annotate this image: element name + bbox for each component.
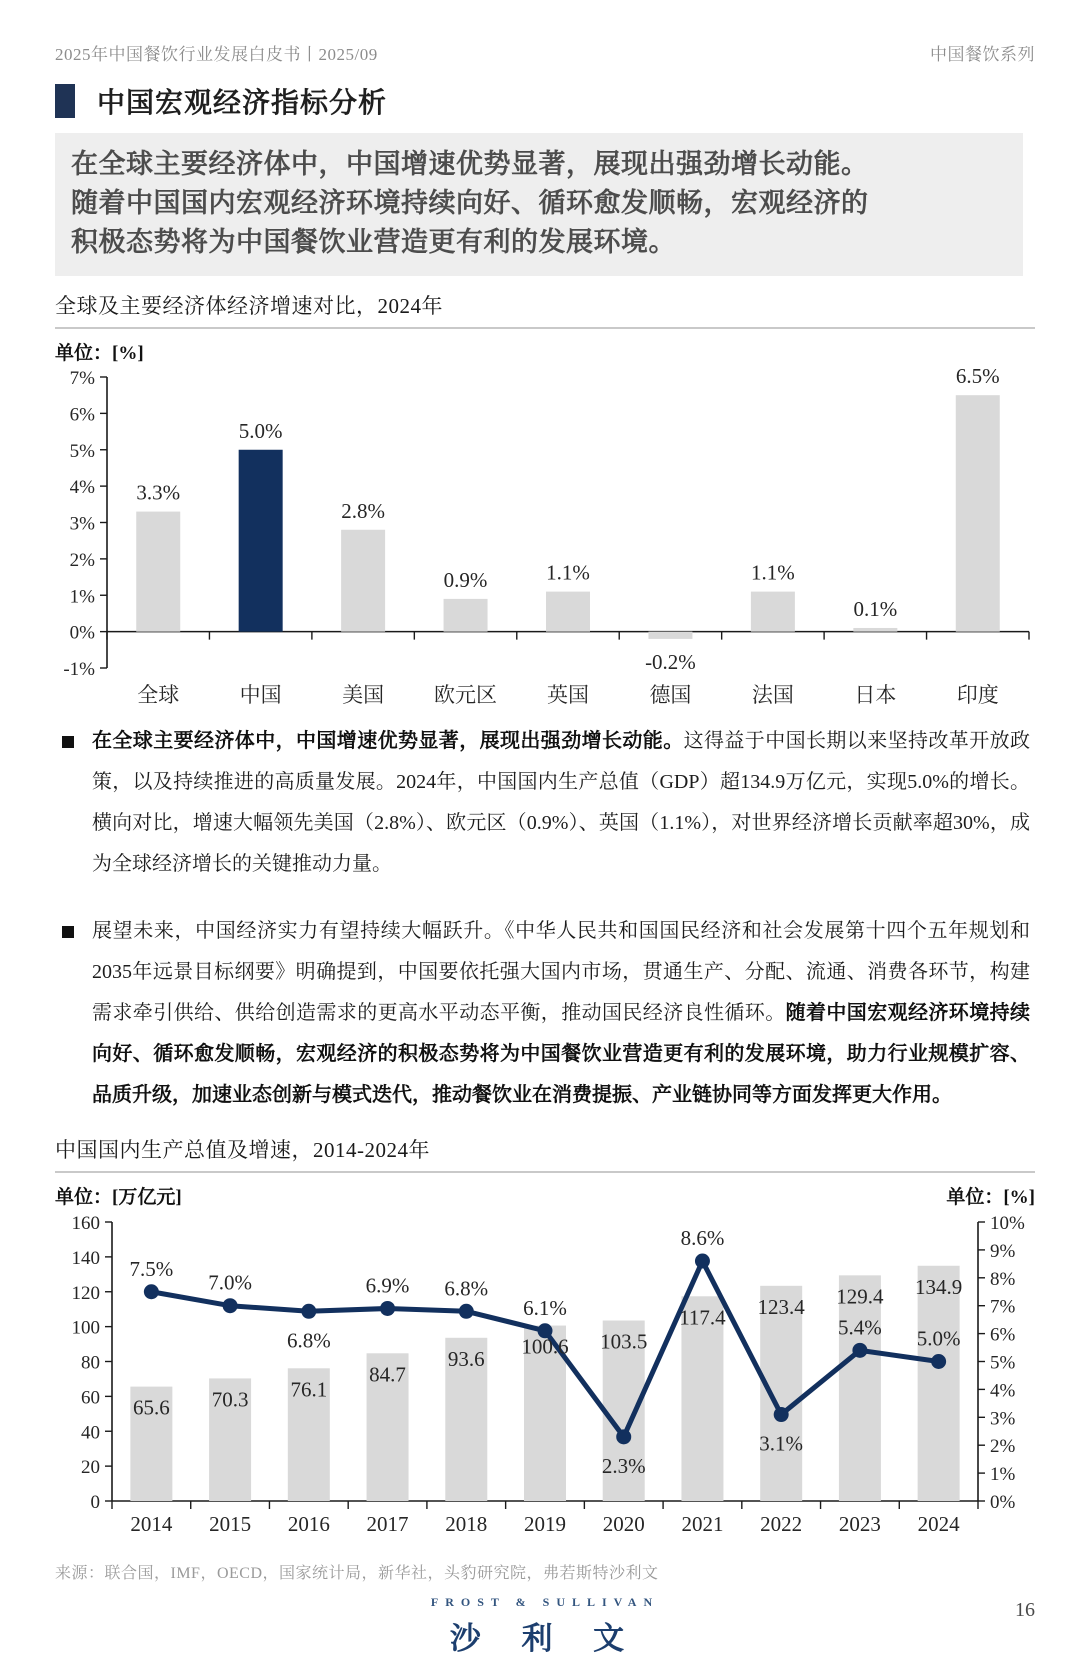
bar-value-label: 117.4 [679, 1305, 726, 1330]
growth-value-label: 6.1% [523, 1295, 567, 1320]
section-title-row [55, 81, 1035, 121]
bar-value-label: 1.1% [546, 560, 590, 585]
bar-value-label: 129.4 [836, 1284, 884, 1309]
right-y-axis-label: 9% [990, 1240, 1016, 1262]
china-gdp-chart-block [55, 1134, 1035, 1546]
header-right-text: 中国餐饮系列 [930, 45, 1035, 64]
bullet-list [55, 721, 1035, 1116]
category-label: 2022 [760, 1512, 803, 1536]
right-y-axis-label: 5% [990, 1352, 1016, 1374]
page-footer [55, 1595, 1035, 1665]
header-left-text: 2025年中国餐饮行业发展白皮书丨2025/09 [55, 45, 378, 64]
line-marker-2015 [223, 1298, 238, 1313]
bar-value-label: 3.3% [136, 480, 181, 505]
y-axis-label: 6% [69, 404, 95, 426]
category-label: 英国 [547, 683, 589, 707]
bar-value-label: 93.6 [447, 1346, 485, 1371]
bar-value-label: 134.9 [915, 1274, 963, 1299]
growth-value-label: 5.4% [838, 1315, 882, 1340]
left-y-axis-label: 160 [71, 1213, 100, 1234]
left-y-axis-label: 20 [81, 1457, 100, 1479]
page-header [55, 40, 1035, 65]
left-y-axis-label: 120 [71, 1282, 100, 1304]
logo-chinese-text: 沙 利 文 [449, 1621, 641, 1656]
growth-value-label: 5.0% [916, 1326, 961, 1351]
right-y-axis-label: 1% [990, 1464, 1016, 1486]
y-axis-label: 0% [69, 622, 95, 644]
category-label: 全球 [137, 683, 180, 707]
category-label: 2015 [209, 1512, 252, 1536]
line-marker-2023 [852, 1343, 867, 1358]
bullet-square-icon [62, 926, 74, 938]
chart2-unit-left: 单位：[万亿元] [55, 1187, 182, 1208]
bar-value-label: -0.2% [645, 649, 696, 674]
y-axis-label: 4% [69, 477, 95, 499]
bar-value-label: 65.6 [132, 1395, 170, 1420]
category-label: 2018 [445, 1512, 488, 1536]
category-label: 日本 [854, 683, 897, 707]
bar-value-label: 5.0% [238, 418, 283, 443]
category-label: 法国 [751, 683, 794, 707]
y-axis-label: 7% [69, 368, 95, 389]
y-axis-label: 1% [69, 586, 95, 608]
bar-value-label: 0.1% [853, 596, 898, 621]
highlight-line: 在全球主要经济体中，中国增速优势显著，展现出强劲增长动能。 [71, 149, 869, 179]
chart2-unit-right: 单位：[%] [946, 1187, 1035, 1208]
right-y-axis-label: 2% [990, 1436, 1016, 1458]
growth-value-label: 6.8% [286, 1328, 331, 1353]
left-y-axis-label: 0 [90, 1492, 100, 1513]
y-axis-label: 5% [69, 440, 95, 462]
line-marker-2018 [459, 1304, 474, 1319]
chart2-title: 中国国内生产总值及增速，2014-2024年 [55, 1138, 430, 1162]
growth-value-label: 8.6% [680, 1226, 725, 1251]
growth-value-label: 2.3% [601, 1453, 646, 1478]
category-label: 德国 [649, 683, 692, 707]
bar-value-label: 103.5 [600, 1329, 648, 1354]
frost-sullivan-logo [55, 1595, 1035, 1658]
bullet-square-icon [62, 736, 74, 748]
category-label: 2019 [524, 1512, 566, 1536]
bar-英国 [546, 592, 590, 632]
growth-value-label: 7.5% [129, 1256, 174, 1281]
chart2-unit-row [55, 1182, 1035, 1209]
chart1-title: 全球及主要经济体经济增速对比，2024年 [55, 294, 443, 318]
bullet-body: 展望未来，中国经济实力有望持续大幅跃升。《中华人民共和国国民经济和社会发展第十四个五年规划和2035年远景目标纲要》明确提到，中国要依托强大国内市场，贯通生产、分配、流通、消费各环节，构建需求牵引供给、供给创造需求的更高水平动态平衡，推动国民经济良性循环。 [92, 920, 1030, 1024]
category-label: 2021 [681, 1512, 724, 1536]
bullet-body: 这得益于中国长期以来坚持改革开放政策，以及持续推进的高质量发展。2024年，中国国内生产总值（GDP）超134.9万亿元，实现5.0%的增长。横向对比，增速大幅领先美国（2.8%）、欧元区（0.9%）、英国（1.1%），对世界经济增长贡献率超30%，成为全球经济增长的关键推动力量。 [92, 730, 1031, 875]
bar-法国 [751, 592, 795, 632]
line-marker-2024 [931, 1354, 946, 1369]
growth-value-label: 6.9% [365, 1273, 410, 1298]
bar-日本 [853, 628, 897, 632]
line-marker-2022 [774, 1407, 789, 1422]
category-label: 印度 [956, 683, 999, 707]
right-y-axis-label: 0% [990, 1492, 1016, 1513]
category-label: 2023 [838, 1512, 881, 1536]
category-label: 2020 [602, 1512, 645, 1536]
right-y-axis-label: 8% [990, 1268, 1016, 1290]
bar-value-label: 2.8% [341, 498, 385, 523]
line-marker-2021 [695, 1254, 710, 1269]
category-label: 中国 [239, 683, 282, 707]
highlight-line: 随着中国国内宏观经济环境持续向好、循环愈发顺畅，宏观经济的 [71, 188, 869, 218]
bar-全球 [136, 512, 180, 632]
category-label: 2014 [130, 1512, 173, 1536]
line-marker-2014 [144, 1284, 159, 1299]
chart2-title-rule [55, 1171, 1035, 1173]
page-title: 中国宏观经济指标分析 [97, 87, 388, 118]
bar-德国 [648, 632, 692, 639]
chart1-unit-left: 单位：[%] [55, 343, 144, 364]
right-y-axis-label: 6% [990, 1324, 1016, 1346]
bullet-bold-lead: 在全球主要经济体中，中国增速优势显著，展现出强劲增长动能。 [92, 730, 684, 752]
right-y-axis-label: 10% [990, 1213, 1025, 1234]
line-marker-2016 [301, 1304, 316, 1319]
line-marker-2020 [616, 1429, 631, 1444]
category-label: 欧元区 [434, 683, 498, 707]
left-y-axis-label: 80 [81, 1352, 100, 1374]
bullet-item [55, 721, 1035, 885]
bullet-bold-tail: 随着中国宏观经济环境持续向好、循环愈发顺畅，宏观经济的积极态势将为中国餐饮业营造更有利的发展环境，助力行业规模扩容、品质升级，加速业态创新与模式迭代，推动餐饮业在消费提振、产业链协同等方面发挥更大作用。 [92, 1002, 1031, 1106]
right-y-axis-label: 7% [990, 1296, 1016, 1318]
left-y-axis-label: 60 [81, 1387, 100, 1409]
title-square-icon [55, 84, 75, 118]
chart1-title-rule [55, 327, 1035, 329]
chart1-unit-row [55, 338, 1035, 365]
china-gdp-combo-chart [55, 1209, 1035, 1541]
right-y-axis-label: 4% [990, 1380, 1016, 1402]
source-line: 来源：联合国，IMF，OECD，国家统计局，新华社，头豹研究院，弗若斯特沙利文 [55, 1565, 659, 1582]
left-y-axis-label: 100 [71, 1317, 100, 1339]
gdp-growth-comparison-chart-block [55, 290, 1035, 715]
bar-value-label: 70.3 [211, 1387, 249, 1412]
bar-印度 [956, 395, 1000, 631]
page-number: 16 [1015, 1599, 1035, 1621]
bar-value-label: 0.9% [443, 567, 488, 592]
growth-value-label: 6.8% [444, 1276, 489, 1301]
category-label: 2017 [366, 1512, 409, 1536]
bar-value-label: 100.6 [521, 1334, 569, 1359]
bar-2024 [918, 1266, 960, 1501]
y-axis-label: 3% [69, 513, 95, 535]
bar-欧元区 [444, 599, 488, 632]
bar-美国 [341, 530, 385, 632]
highlight-box [55, 133, 1023, 276]
bar-value-label: 76.1 [290, 1377, 328, 1402]
bar-value-label: 1.1% [751, 560, 795, 585]
bullet-item [55, 911, 1035, 1116]
bullet-text [92, 721, 1030, 885]
logo-english-text: FROST & SULLIVAN [430, 1595, 660, 1609]
category-label: 美国 [342, 683, 385, 707]
line-marker-2017 [380, 1301, 395, 1316]
economy-growth-bar-chart [55, 365, 1035, 710]
bar-value-label: 123.4 [757, 1294, 805, 1319]
bar-中国 [239, 450, 283, 632]
bullet-text [92, 911, 1030, 1116]
category-label: 2024 [917, 1512, 960, 1536]
y-axis-label: 2% [69, 549, 95, 571]
bar-2023 [839, 1275, 881, 1501]
left-y-axis-label: 40 [81, 1422, 100, 1444]
growth-value-label: 3.1% [759, 1431, 804, 1456]
bar-value-label: 84.7 [369, 1362, 406, 1387]
right-y-axis-label: 3% [990, 1408, 1016, 1430]
y-axis-label: -1% [63, 659, 95, 680]
category-label: 2016 [287, 1512, 330, 1536]
bar-value-label: 6.5% [955, 365, 1000, 389]
left-y-axis-label: 140 [71, 1247, 100, 1269]
growth-value-label: 7.0% [208, 1270, 252, 1295]
highlight-line: 积极态势将为中国餐饮业营造更有利的发展环境。 [71, 227, 676, 257]
